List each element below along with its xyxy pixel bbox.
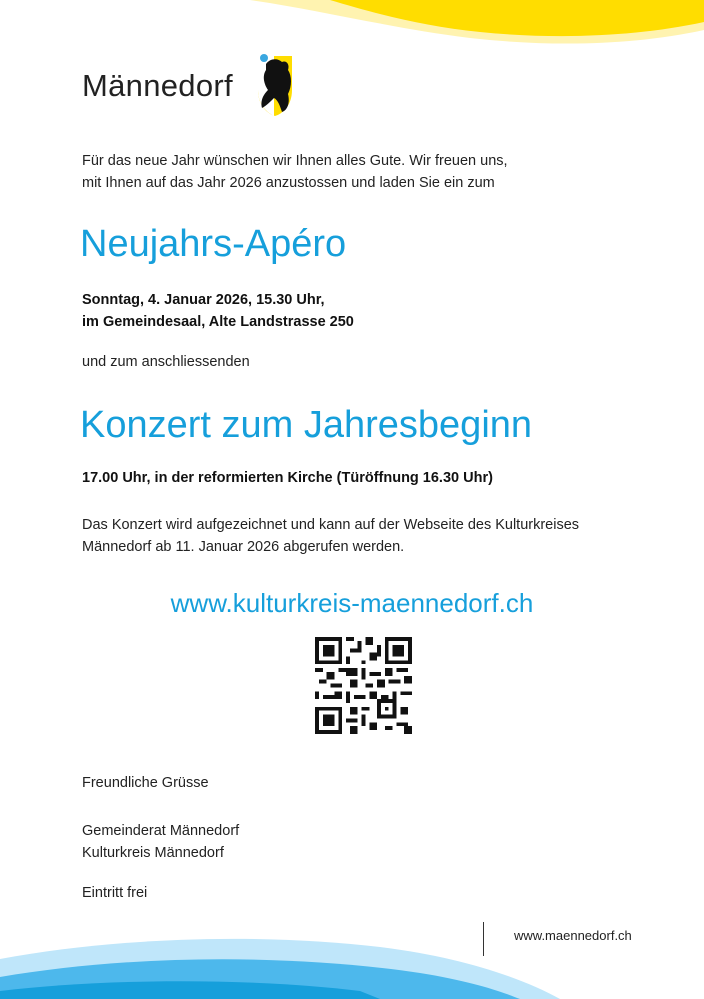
event-date-line-2: im Gemeindesaal, Alte Landstrasse 250 (82, 314, 354, 330)
qr-code-icon[interactable] (315, 637, 412, 734)
maennedorf-coat-of-arms-icon (252, 50, 298, 118)
intro-text (82, 150, 622, 194)
event-title-concert: Konzert zum Jahresbeginn (80, 404, 533, 446)
concert-note (82, 514, 652, 558)
event-date-line-1: Sonntag, 4. Januar 2026, 15.30 Uhr, (82, 292, 325, 308)
footer-divider (483, 922, 484, 956)
intro-line-1: Für das neue Jahr wünschen wir Ihnen alles Gute. Wir freuen uns, (82, 153, 508, 169)
top-yellow-wave (0, 0, 704, 60)
event-date (82, 289, 354, 333)
event-title-apero: Neujahrs-Apéro (80, 223, 347, 265)
logo-wordmark: Männedorf (82, 68, 233, 103)
kulturkreis-website-link[interactable]: www.kulturkreis-maennedorf.ch (170, 588, 534, 618)
signer-gemeinderat: Gemeinderat Männedorf (82, 823, 240, 839)
concert-time: 17.00 Uhr, in der reformierten Kirche (Türöffnung 16.30 Uhr) (82, 470, 493, 486)
footer-website-link[interactable]: www.maennedorf.ch (514, 928, 632, 943)
intro-line-2: mit Ihnen auf das Jahr 2026 anzustossen und laden Sie ein zum (82, 175, 495, 191)
connector-text: und zum anschliessenden (82, 354, 250, 370)
concert-note-line-1: Das Konzert wird aufgezeichnet und kann auf der Webseite des Kulturkreises (82, 517, 580, 533)
admission-note: Eintritt frei (82, 885, 148, 901)
signature-block (82, 820, 239, 864)
concert-note-line-2: Männedorf ab 11. Januar 2026 abgerufen werden. (82, 539, 405, 555)
closing-greeting: Freundliche Grüsse (82, 775, 209, 791)
signer-kulturkreis: Kulturkreis Männedorf (82, 845, 224, 861)
